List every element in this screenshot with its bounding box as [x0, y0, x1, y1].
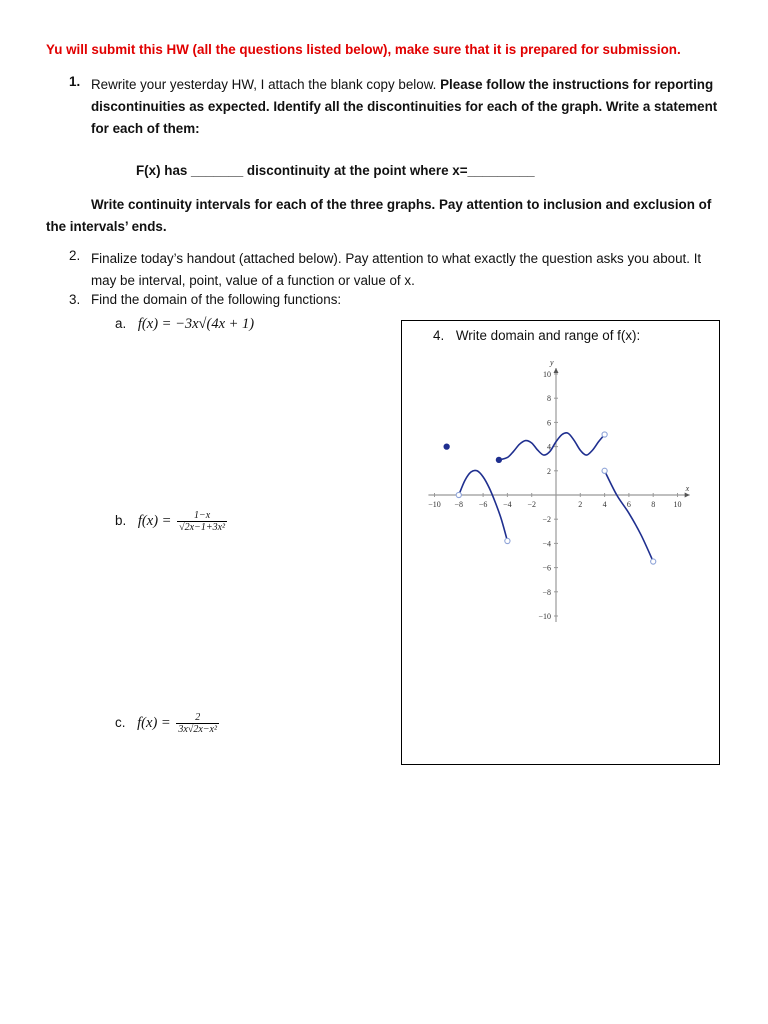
y-tick-label: −10	[538, 612, 551, 621]
q3c-label: c.	[115, 715, 126, 731]
segment-3-end-point	[651, 559, 656, 564]
segment-1-start-point	[456, 492, 461, 497]
x-tick-label: −8	[454, 500, 464, 509]
q3b-denominator-wrap: √2x−1+3x²	[179, 522, 226, 533]
q4-text: Write domain and range of f(x):	[455, 328, 641, 343]
segment-3-start-point	[602, 468, 607, 473]
q3-text: Find the domain of the following functions:	[91, 292, 342, 307]
y-tick-label: −6	[542, 563, 551, 573]
q3-number: 3.	[69, 292, 81, 307]
q4-number: 4.	[433, 328, 445, 343]
curve-segment-2	[499, 433, 605, 460]
y-tick-label: 4	[547, 442, 551, 452]
continuity-instructions: Write continuity intervals for each of the three graphs. Pay attention to inclusion and exclusion of the intervals’ ends.	[46, 197, 712, 234]
x-tick-label: 4	[602, 500, 607, 509]
isolated-point-1	[444, 444, 449, 449]
q3c-lhs: f(x) =	[137, 715, 171, 732]
submission-notice: Yu will submit this HW (all the questions listed below), make sure that it is prepared for submission.	[46, 42, 681, 57]
q3b	[115, 510, 227, 533]
y-axis-label: y	[550, 357, 554, 367]
q3a	[115, 316, 254, 333]
q3b-label: b.	[115, 513, 127, 529]
x-tick-label: −4	[503, 500, 512, 509]
segment-2-end-point	[602, 432, 607, 437]
y-axis-arrow	[554, 368, 559, 373]
x-tick-label: −2	[527, 500, 536, 509]
q2-text: Finalize today’s handout (attached below). Pay attention to what exactly the question asks you about. It may be interval, point, value of a function or value of x.	[91, 251, 702, 288]
x-tick-label: −10	[428, 500, 441, 509]
q2-number: 2.	[69, 248, 81, 263]
x-tick-label: 10	[673, 500, 682, 509]
x-tick-label: 8	[651, 500, 656, 509]
q3a-expression: f(x) = −3x√(4x + 1)	[137, 316, 255, 332]
discontinuity-statement: F(x) has _______ discontinuity at the point where x=_________	[136, 163, 535, 178]
x-axis-label: x	[685, 484, 690, 493]
q1-instructions: Please follow the instructions for reporting discontinuities as expected. Identify all the discontinuities for each of the graph. Write a statement for each of them:	[91, 77, 718, 136]
q3b-denominator: 2x−1+3x²	[184, 522, 226, 533]
curve-segment-3	[602, 471, 654, 562]
y-tick-label: −2	[542, 515, 551, 525]
function-graph	[402, 321, 721, 766]
q3c-denominator-wrap: 3x√2x−x²	[178, 724, 217, 735]
x-tick-label: −6	[478, 500, 488, 509]
q3c-numerator: 2	[176, 712, 219, 724]
x-tick-label: 6	[626, 500, 631, 509]
q1-number: 1.	[69, 74, 81, 89]
y-tick-label: 2	[547, 466, 551, 476]
q3b-fraction	[177, 510, 227, 533]
q3c	[115, 712, 219, 735]
x-axis-arrow	[685, 493, 690, 498]
y-tick-label: −4	[542, 539, 551, 549]
segment-1-end-point	[505, 538, 510, 543]
x-tick-label: 2	[578, 500, 583, 509]
q1-text	[91, 74, 719, 140]
y-tick-label: 6	[547, 418, 551, 428]
q3b-lhs: f(x) =	[137, 513, 172, 530]
q3c-denominator: 2x−x²	[193, 724, 217, 735]
q3c-fraction	[176, 712, 219, 735]
q3c-denominator-pre: 3x	[178, 724, 188, 735]
q1-intro: Rewrite your yesterday HW, I attach the blank copy below.	[91, 77, 437, 92]
y-tick-label: −8	[542, 587, 551, 597]
y-tick-label: 8	[547, 394, 551, 404]
q4-box	[401, 320, 720, 765]
q3b-numerator: 1−x	[177, 510, 227, 522]
q3a-label: a.	[115, 316, 127, 331]
y-tick-label: 10	[543, 370, 551, 379]
segment-2-start-point	[496, 457, 501, 462]
